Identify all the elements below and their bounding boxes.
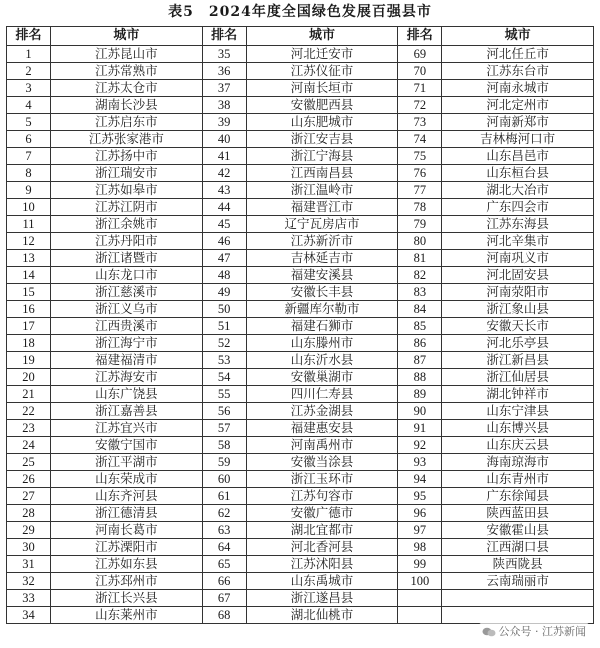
header-city: 城市 [51,27,203,46]
rank-cell: 85 [398,318,442,335]
rank-cell [398,607,442,624]
rank-cell: 82 [398,267,442,284]
rank-cell: 18 [7,335,51,352]
city-cell: 山东桓台县 [442,165,594,182]
rank-cell: 79 [398,216,442,233]
table-row [7,114,594,131]
city-cell: 浙江玉环市 [246,471,398,488]
rank-cell: 77 [398,182,442,199]
rank-cell: 1 [7,46,51,63]
rank-cell: 32 [7,573,51,590]
city-cell: 福建安溪县 [246,267,398,284]
rank-cell: 88 [398,369,442,386]
city-cell: 海南琼海市 [442,454,594,471]
rank-cell: 93 [398,454,442,471]
table-row [7,131,594,148]
city-cell: 江苏张家港市 [51,131,203,148]
city-cell: 河北定州市 [442,97,594,114]
city-cell: 江苏昆山市 [51,46,203,63]
header-rank: 排名 [7,27,51,46]
wechat-icon [482,627,496,637]
rank-cell: 75 [398,148,442,165]
rank-cell: 100 [398,573,442,590]
city-cell: 河北迁安市 [246,46,398,63]
rank-cell: 53 [202,352,246,369]
table-row [7,590,594,607]
rank-cell: 66 [202,573,246,590]
table-row [7,556,594,573]
header-city: 城市 [246,27,398,46]
rank-cell: 5 [7,114,51,131]
table-row [7,80,594,97]
rank-cell: 83 [398,284,442,301]
table-row [7,607,594,624]
table-row [7,301,594,318]
rank-cell: 64 [202,539,246,556]
city-cell: 安徽霍山县 [442,522,594,539]
rank-cell: 10 [7,199,51,216]
rank-cell: 70 [398,63,442,80]
city-cell: 江苏江阴市 [51,199,203,216]
rank-cell: 3 [7,80,51,97]
table-row [7,437,594,454]
rank-cell: 42 [202,165,246,182]
city-cell: 陕西陇县 [442,556,594,573]
rank-cell: 86 [398,335,442,352]
rank-cell: 34 [7,607,51,624]
city-cell: 江苏金湖县 [246,403,398,420]
rank-cell: 71 [398,80,442,97]
city-cell: 浙江长兴县 [51,590,203,607]
rank-cell: 99 [398,556,442,573]
rank-cell: 33 [7,590,51,607]
city-cell: 江苏新沂市 [246,233,398,250]
city-cell: 山东昌邑市 [442,148,594,165]
city-cell [442,590,594,607]
rank-cell: 96 [398,505,442,522]
city-cell: 江苏丹阳市 [51,233,203,250]
rank-cell: 69 [398,46,442,63]
rank-cell: 38 [202,97,246,114]
city-cell: 福建晋江市 [246,199,398,216]
city-cell: 辽宁瓦房店市 [246,216,398,233]
city-cell: 湖南长沙县 [51,97,203,114]
rank-cell: 67 [202,590,246,607]
rank-cell: 94 [398,471,442,488]
city-cell: 吉林延吉市 [246,250,398,267]
rank-cell: 11 [7,216,51,233]
city-cell: 山东荣成市 [51,471,203,488]
city-cell: 湖北钟祥市 [442,386,594,403]
table-body [7,46,594,624]
table-row [7,165,594,182]
city-cell: 江苏邳州市 [51,573,203,590]
rank-cell: 37 [202,80,246,97]
rank-cell: 29 [7,522,51,539]
header-row [7,27,594,46]
rank-cell: 84 [398,301,442,318]
city-cell: 山东滕州市 [246,335,398,352]
city-cell: 江苏扬中市 [51,148,203,165]
city-cell: 福建石狮市 [246,318,398,335]
rank-cell: 47 [202,250,246,267]
rank-cell: 2 [7,63,51,80]
rank-cell: 95 [398,488,442,505]
table-row [7,250,594,267]
rank-cell: 19 [7,352,51,369]
header-city: 城市 [442,27,594,46]
header-rank: 排名 [398,27,442,46]
city-cell: 河北乐亭县 [442,335,594,352]
rank-cell: 16 [7,301,51,318]
city-cell: 浙江象山县 [442,301,594,318]
table-row [7,284,594,301]
rank-cell: 91 [398,420,442,437]
rank-cell: 78 [398,199,442,216]
rank-cell: 36 [202,63,246,80]
city-cell: 安徽宁国市 [51,437,203,454]
rank-cell: 55 [202,386,246,403]
table-row [7,318,594,335]
city-cell: 河南新郑市 [442,114,594,131]
city-cell: 江苏如东县 [51,556,203,573]
rank-cell: 24 [7,437,51,454]
table-row [7,539,594,556]
city-cell: 浙江慈溪市 [51,284,203,301]
rank-cell: 28 [7,505,51,522]
rank-cell: 6 [7,131,51,148]
city-cell: 山东禹城市 [246,573,398,590]
rank-cell: 56 [202,403,246,420]
rank-cell: 57 [202,420,246,437]
city-cell: 江西贵溪市 [51,318,203,335]
rank-cell: 25 [7,454,51,471]
table-row [7,369,594,386]
rank-cell: 35 [202,46,246,63]
rank-cell [398,590,442,607]
city-cell: 江苏宜兴市 [51,420,203,437]
city-cell: 山东莱州市 [51,607,203,624]
city-cell: 安徽巢湖市 [246,369,398,386]
table-row [7,420,594,437]
table-row [7,352,594,369]
city-cell: 四川仁寿县 [246,386,398,403]
rank-cell: 98 [398,539,442,556]
city-cell: 安徽长丰县 [246,284,398,301]
rank-cell: 4 [7,97,51,114]
city-cell: 山东龙口市 [51,267,203,284]
rank-cell: 60 [202,471,246,488]
rank-cell: 92 [398,437,442,454]
table-row [7,403,594,420]
city-cell: 浙江德清县 [51,505,203,522]
rank-cell: 48 [202,267,246,284]
rank-cell: 52 [202,335,246,352]
table-row [7,505,594,522]
rank-cell: 49 [202,284,246,301]
rank-cell: 74 [398,131,442,148]
table-row [7,182,594,199]
ranking-table [6,26,594,624]
rank-cell: 51 [202,318,246,335]
rank-cell: 58 [202,437,246,454]
city-cell: 浙江余姚市 [51,216,203,233]
city-cell: 福建惠安县 [246,420,398,437]
city-cell: 福建福清市 [51,352,203,369]
watermark-text: 公众号 · 江苏新闻 [498,625,586,638]
city-cell: 河南巩义市 [442,250,594,267]
city-cell: 浙江仙居县 [442,369,594,386]
rank-cell: 31 [7,556,51,573]
city-cell: 山东肥城市 [246,114,398,131]
city-cell: 云南瑞丽市 [442,573,594,590]
rank-cell: 26 [7,471,51,488]
rank-cell: 12 [7,233,51,250]
city-cell: 山东青州市 [442,471,594,488]
rank-cell: 15 [7,284,51,301]
header-rank: 排名 [202,27,246,46]
table-row [7,488,594,505]
rank-cell: 54 [202,369,246,386]
table-row [7,386,594,403]
rank-cell: 73 [398,114,442,131]
city-cell: 安徽广德市 [246,505,398,522]
city-cell: 江苏启东市 [51,114,203,131]
city-cell: 江苏如皋市 [51,182,203,199]
city-cell: 山东沂水县 [246,352,398,369]
rank-cell: 27 [7,488,51,505]
city-cell: 浙江瑞安市 [51,165,203,182]
city-cell: 河南永城市 [442,80,594,97]
city-cell: 河南长垣市 [246,80,398,97]
rank-cell: 76 [398,165,442,182]
table-title: 表5 2024年度全国绿色发展百强县市 [168,4,432,20]
city-cell: 山东广饶县 [51,386,203,403]
city-cell: 新疆库尔勒市 [246,301,398,318]
rank-cell: 61 [202,488,246,505]
rank-cell: 87 [398,352,442,369]
rank-cell: 9 [7,182,51,199]
city-cell: 广东四会市 [442,199,594,216]
rank-cell: 63 [202,522,246,539]
city-cell: 浙江平湖市 [51,454,203,471]
city-cell: 江苏海安市 [51,369,203,386]
rank-cell: 39 [202,114,246,131]
city-cell: 湖北大冶市 [442,182,594,199]
rank-cell: 90 [398,403,442,420]
city-cell: 山东宁津县 [442,403,594,420]
rank-cell: 45 [202,216,246,233]
table-row [7,233,594,250]
table-row [7,573,594,590]
city-cell: 江苏溧阳市 [51,539,203,556]
rank-cell: 23 [7,420,51,437]
city-cell: 浙江嘉善县 [51,403,203,420]
city-cell: 浙江新昌县 [442,352,594,369]
city-cell: 安徽当涂县 [246,454,398,471]
rank-cell: 59 [202,454,246,471]
rank-cell: 40 [202,131,246,148]
rank-cell: 89 [398,386,442,403]
rank-cell: 8 [7,165,51,182]
city-cell: 江苏仪征市 [246,63,398,80]
rank-cell: 17 [7,318,51,335]
city-cell: 浙江遂昌县 [246,590,398,607]
city-cell: 山东齐河县 [51,488,203,505]
watermark [478,622,591,640]
city-cell: 河南荥阳市 [442,284,594,301]
rank-cell: 72 [398,97,442,114]
rank-cell: 20 [7,369,51,386]
city-cell: 浙江安吉县 [246,131,398,148]
city-cell: 河北任丘市 [442,46,594,63]
city-cell [442,607,594,624]
table-row [7,63,594,80]
rank-cell: 43 [202,182,246,199]
city-cell: 浙江宁海县 [246,148,398,165]
city-cell: 浙江诸暨市 [51,250,203,267]
city-cell: 浙江温岭市 [246,182,398,199]
city-cell: 山东庆云县 [442,437,594,454]
city-cell: 安徽肥西县 [246,97,398,114]
city-cell: 河北辛集市 [442,233,594,250]
rank-cell: 14 [7,267,51,284]
city-cell: 江苏东台市 [442,63,594,80]
rank-cell: 30 [7,539,51,556]
city-cell: 陕西蓝田县 [442,505,594,522]
rank-cell: 80 [398,233,442,250]
rank-cell: 97 [398,522,442,539]
city-cell: 江苏沭阳县 [246,556,398,573]
city-cell: 河北香河县 [246,539,398,556]
city-cell: 江西湖口县 [442,539,594,556]
table-row [7,522,594,539]
table-row [7,199,594,216]
city-cell: 江苏东海县 [442,216,594,233]
table-row [7,267,594,284]
city-cell: 河南长葛市 [51,522,203,539]
city-cell: 河北固安县 [442,267,594,284]
rank-cell: 22 [7,403,51,420]
city-cell: 湖北宜都市 [246,522,398,539]
rank-cell: 41 [202,148,246,165]
table-row [7,216,594,233]
city-cell: 吉林梅河口市 [442,131,594,148]
city-cell: 浙江义乌市 [51,301,203,318]
city-cell: 江苏句容市 [246,488,398,505]
city-cell: 安徽天长市 [442,318,594,335]
table-row [7,454,594,471]
city-cell: 河南禹州市 [246,437,398,454]
rank-cell: 62 [202,505,246,522]
rank-cell: 46 [202,233,246,250]
table-row [7,148,594,165]
table-row [7,335,594,352]
city-cell: 江苏太仓市 [51,80,203,97]
rank-cell: 50 [202,301,246,318]
rank-cell: 21 [7,386,51,403]
rank-cell: 81 [398,250,442,267]
rank-cell: 13 [7,250,51,267]
city-cell: 广东徐闻县 [442,488,594,505]
city-cell: 湖北仙桃市 [246,607,398,624]
rank-cell: 44 [202,199,246,216]
table-row [7,97,594,114]
rank-cell: 7 [7,148,51,165]
rank-cell: 65 [202,556,246,573]
city-cell: 浙江海宁市 [51,335,203,352]
table-row [7,46,594,63]
city-cell: 江西南昌县 [246,165,398,182]
city-cell: 江苏常熟市 [51,63,203,80]
table-row [7,471,594,488]
city-cell: 山东博兴县 [442,420,594,437]
rank-cell: 68 [202,607,246,624]
